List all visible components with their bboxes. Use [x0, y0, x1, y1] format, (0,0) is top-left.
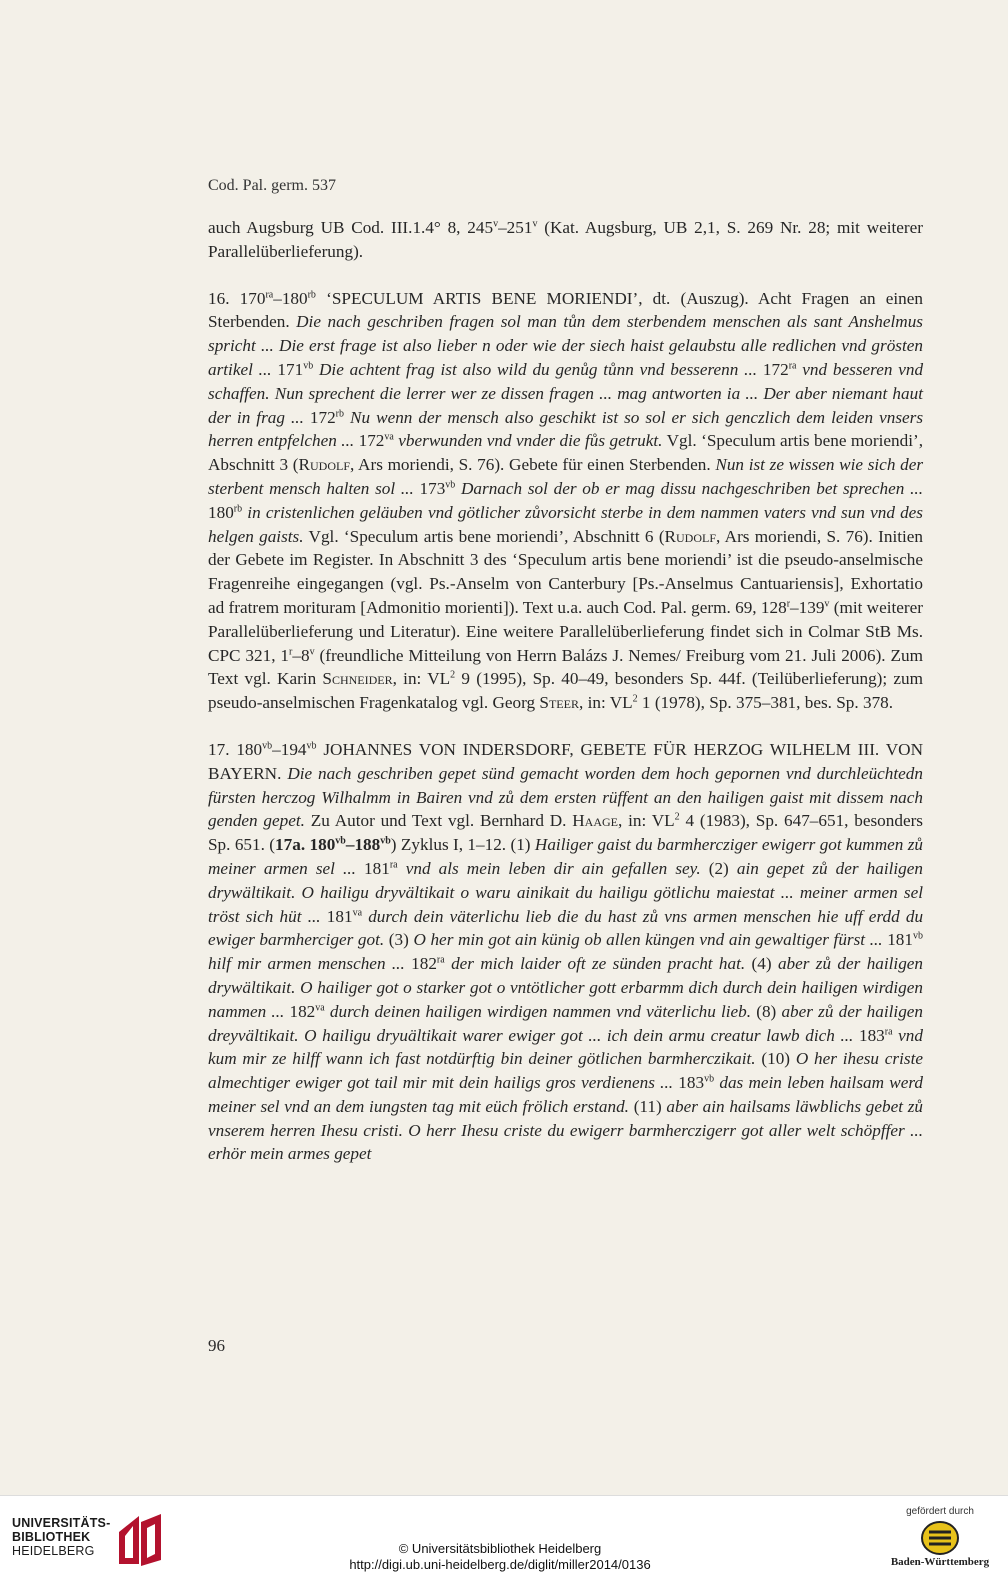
paragraph: auch Augsburg UB Cod. III.1.4° 8, 245$^v$–251$^v$ (Kat. Augsburg, UB 2,1, S. 269 Nr. 28; mit weiterer Parallelüberlieferung). — [208, 218, 923, 261]
paragraph: 17. $180^{vb}-194^{vb}$ JOHANNES VON INDERSDORF, GEBETE FÜR HERZOG WILHELM III. VON BAYERN. Die nach geschriben gepet sünd gemacht worden dem hoch gepornen vnd durchleüchtedn fürsten herczog Wilhalmm in Bairen vnd zů dem ersten rüffent an den hailigen gaist mit dissem nach genden gepet. Zu Autor und Text vgl. Bernhard D. Haage, in: $VL^2$ 4 (1983), Sp. 647–651, besonders Sp. 651. (17a. $180^{vb}-188^{vb}$) Zyklus I, 1–12. (1) Hailiger gaist du barmhercziger ewigerr got kummen zů meiner armen sel ... $181^{ra}$ vnd als mein leben dir ain gefallen sey. (2) ain gepet zů der hailigen drywältikait. O hailigu dryvältikait o waru ainikait du hailigu götlichu maiestat ... meiner armen sel tröst sich hüt ... $181^{va}$ durch dein väterlichu lieb die du hast zů vns armen menschen hie uff erdd du ewiger barmherciger got. (3) O her min got ain künig ob allen küngen vnd ain gewaltiger fürst ... $181^{vb}$ hilf mir armen menschen ... $182^{ra}$ der mich laider oft ze sünden pracht hat. (4) aber zů der hailigen drywältikait. O hailiger got o starker got o vntötlicher gott erbarmm dich durch dein hailigen wirdigen nammen ... $182^{va}$ durch deinen hailigen wirdigen nammen vnd väterlichu lieb. (8) aber zů der hailigen dreyvältikait. O hailigu dryuältikait warer ewiger got ... ich dein armu creatur lawb dich ... $183^{ra}$ vnd kum mir ze hilff wann ich fast notdürftig bin deiner götlichen barmherczikait. (10) O her ihesu criste almechtiger ewiger got tail mir mit dein hailigs gros verdienens ... $183^{vb}$ das mein leben hailsam werd meiner sel vnd an dem iungsten tag mit eüch frölich erstand. (11) aber ain hailsams läwblichs gebet zů vnserem herren Ihesu cristi. O herr Ihesu criste du ewigerr barmherczigerr got aller welt schöpffer ... erhör mein armes gepet — [208, 739, 924, 1164]
page-number: 96 — [208, 1336, 225, 1355]
sponsor-logo[interactable] — [880, 1506, 1000, 1576]
running-head: Cod. Pal. germ. 537 — [208, 177, 336, 194]
footer-bar — [0, 1495, 1008, 1580]
paragraph: 16. $170^{ra}-180^{rb}$ ‘SPECULUM ARTIS BENE MORIENDI’, dt. (Auszug). Acht Fragen an einen Sterbenden. Die nach geschriben fragen sol man tůn dem sterbendem menschen als sant Anshelmus spricht ... Die erst frage ist also lieber n oder wie der siech haist gelaubstu alle redlichen vnd grösten artikel ... $171^{vb}$ Die achtent frag ist also wild du genůg tůnn vnd besserenn ... $172^{ra}$ vnd besseren vnd schaffen. Nun sprechent die lerrer wer ze dissen fragen ... mag antworten ia ... Der aber niemant haut der in frag ... $172^{rb}$ Nu wenn der mensch also geschikt ist so sol er sich genczlich dem leiden vnsers herren entpfelchen ... $172^{va}$ vberwunden vnd vnder die fůs getrukt. Vgl. ‘Speculum artis bene moriendi’, Abschnitt 3 (Rudolf, Ars moriendi, S. 76). Gebete für einen Sterbenden. Nun ist ze wissen wie sich der sterbent mensch halten sol ... $173^{vb}$ Darnach sol der ob er mag dissu nachgeschriben bet sprechen ... $180^{rb}$ in cristenlichen geläuben vnd götlicher zůvorsicht sterbe in dem nammen vaters vnd sun vnd des helgen gaists. Vgl. ‘Speculum artis bene moriendi’, Abschnitt 6 (Rudolf, Ars moriendi, S. 76). Initien der Gebete im Register. In Abschnitt 3 des ‘Speculum artis bene moriendi’ ist die pseudo-anselmische Fragenreihe eingegangen (vgl. Ps.-Anselm von Canterbury [Ps.-Anselmus Cantuariensis], Exhortatio ad fratrem morituram [Admonitio morienti]). Text u.a. auch Cod. Pal. germ. 69, 128$^r$–139$^v$ (mit weiterer Parallelüberlieferung und Literatur). Eine weitere Parallelüberlieferung findet sich in Colmar StB Ms. CPC 321, 1$^r$–8$^v$ (freundliche Mitteilung von Herrn Balázs J. Nemes/ Freiburg vom 21. Juli 2006). Zum Text vgl. Karin Schneider, in: $VL^2$ 9 (1995), Sp. 40–49, besonders Sp. 44f. (Teilüberlieferung); zum pseudo-anselmischen Fragenkatalog vgl. Georg Steer, in: $VL^2$ 1 (1978), Sp. 375–381, bes. Sp. 378. — [208, 288, 924, 713]
copyright-notice: © Universitätsbibliothek Heidelberg — [398, 1541, 602, 1556]
permalink[interactable]: http://digi.ub.uni-heidelberg.de/diglit/miller2014/0136 — [349, 1557, 651, 1572]
sponsor-name: Baden-Württemberg — [890, 1556, 990, 1568]
logo-wordmark: UNIVERSITÄTS- BIBLIOTHEK HEIDELBERG — [12, 1516, 111, 1558]
sponsor-label: gefördert durch — [906, 1506, 974, 1517]
coat-of-arms-icon — [920, 1520, 960, 1556]
footer-credits — [300, 1541, 700, 1573]
catalog-entry-text — [208, 216, 923, 1189]
ub-heidelberg-logo[interactable] — [12, 1510, 172, 1570]
library-mark-icon — [115, 1512, 167, 1568]
